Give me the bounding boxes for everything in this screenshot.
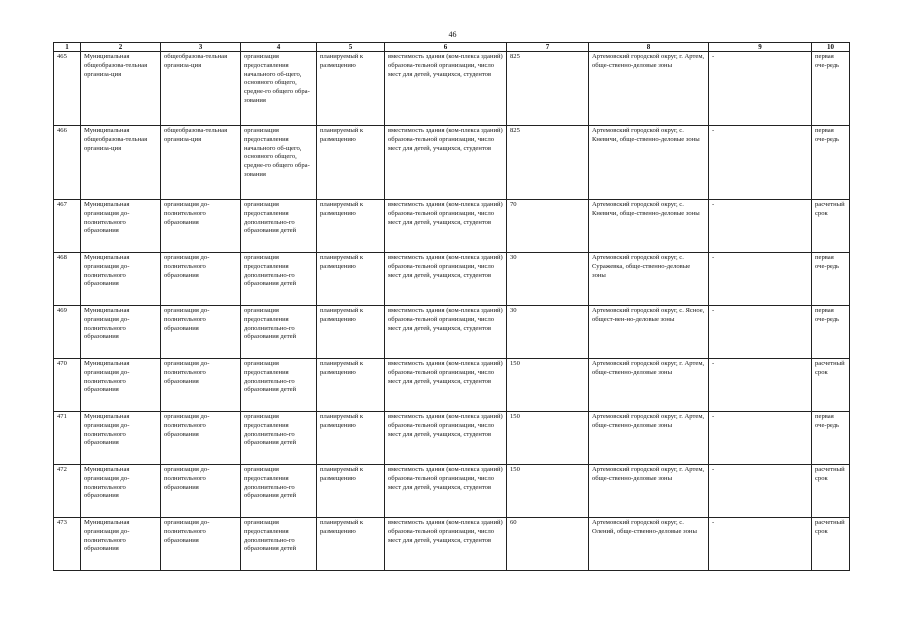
object-name: Муниципальная организация до-полнительного образования xyxy=(81,359,161,412)
column-header: 7 xyxy=(507,43,589,52)
implementation-stage: расчетный срок xyxy=(812,359,850,412)
object-purpose: организация предоставления дополнительно-го образования детей xyxy=(241,412,317,465)
table-row xyxy=(54,518,850,571)
table-header xyxy=(54,43,850,52)
object-name: Муниципальная организация до-полнительного образования xyxy=(81,518,161,571)
capacity-characteristic: вместимость здания (ком-плекса зданий) образова-тельной организации, число мест для детей, учащихся, студентов xyxy=(385,359,507,412)
zone-info: - xyxy=(709,126,812,200)
object-type: общеобразова-тельная организа-ция xyxy=(161,52,241,126)
object-type: организация до-полнительного образования xyxy=(161,253,241,306)
object-status: планируемый к размещению xyxy=(317,253,385,306)
object-name: Муниципальная общеобразова-тельная организа-ция xyxy=(81,52,161,126)
table-row xyxy=(54,306,850,359)
object-type: общеобразова-тельная организа-ция xyxy=(161,126,241,200)
table-row xyxy=(54,200,850,253)
zone-info: - xyxy=(709,359,812,412)
capacity-value: 30 xyxy=(507,306,589,359)
page-number: 46 xyxy=(448,30,457,39)
location: Артемовский городской округ, с. Кневичи, обще-ственно-деловые зоны xyxy=(589,126,709,200)
object-purpose: организация предоставления дополнительно-го образования детей xyxy=(241,200,317,253)
implementation-stage: расчетный срок xyxy=(812,465,850,518)
implementation-stage: расчетный срок xyxy=(812,518,850,571)
table-row xyxy=(54,253,850,306)
object-status: планируемый к размещению xyxy=(317,465,385,518)
column-header: 6 xyxy=(385,43,507,52)
column-header: 5 xyxy=(317,43,385,52)
implementation-stage: расчетный срок xyxy=(812,200,850,253)
object-purpose: организация предоставления дополнительно-го образования детей xyxy=(241,306,317,359)
capacity-characteristic: вместимость здания (ком-плекса зданий) образова-тельной организации, число мест для детей, учащихся, студентов xyxy=(385,200,507,253)
capacity-value: 150 xyxy=(507,359,589,412)
zone-info: - xyxy=(709,253,812,306)
location: Артемовский городской округ, г. Артем, обще-ственно-деловые зоны xyxy=(589,52,709,126)
implementation-stage: первая оче-редь xyxy=(812,412,850,465)
table-row xyxy=(54,52,850,126)
object-status: планируемый к размещению xyxy=(317,126,385,200)
implementation-stage: первая оче-редь xyxy=(812,126,850,200)
object-type: организация до-полнительного образования xyxy=(161,412,241,465)
capacity-characteristic: вместимость здания (ком-плекса зданий) образова-тельной организации, число мест для детей, учащихся, студентов xyxy=(385,306,507,359)
row-number: 470 xyxy=(54,359,81,412)
capacity-characteristic: вместимость здания (ком-плекса зданий) образова-тельной организации, число мест для детей, учащихся, студентов xyxy=(385,518,507,571)
zone-info: - xyxy=(709,518,812,571)
object-name: Муниципальная организация до-полнительного образования xyxy=(81,412,161,465)
capacity-characteristic: вместимость здания (ком-плекса зданий) образова-тельной организации, число мест для детей, учащихся, студентов xyxy=(385,412,507,465)
row-number: 472 xyxy=(54,465,81,518)
location: Артемовский городской округ, с. Олений, обще-ственно-деловые зоны xyxy=(589,518,709,571)
object-purpose: организация предоставления начального об-щего, основного общего, средне-го общего обра-зования xyxy=(241,126,317,200)
column-header: 2 xyxy=(81,43,161,52)
capacity-value: 825 xyxy=(507,126,589,200)
zone-info: - xyxy=(709,52,812,126)
column-header: 3 xyxy=(161,43,241,52)
capacity-characteristic: вместимость здания (ком-плекса зданий) образова-тельной организации, число мест для детей, учащихся, студентов xyxy=(385,465,507,518)
registry-table xyxy=(53,42,850,571)
location: Артемовский городской округ, г. Артем, обще-ственно-деловые зоны xyxy=(589,412,709,465)
capacity-value: 60 xyxy=(507,518,589,571)
zone-info: - xyxy=(709,306,812,359)
capacity-value: 70 xyxy=(507,200,589,253)
table-row xyxy=(54,359,850,412)
table-row xyxy=(54,465,850,518)
column-header: 9 xyxy=(709,43,812,52)
row-number: 467 xyxy=(54,200,81,253)
object-purpose: организация предоставления начального об-щего, основного общего, средне-го общего обра-зования xyxy=(241,52,317,126)
object-type: организация до-полнительного образования xyxy=(161,518,241,571)
row-number: 466 xyxy=(54,126,81,200)
table-body xyxy=(54,52,850,571)
table-row xyxy=(54,412,850,465)
object-type: организация до-полнительного образования xyxy=(161,465,241,518)
object-name: Муниципальная организация до-полнительного образования xyxy=(81,465,161,518)
capacity-value: 825 xyxy=(507,52,589,126)
object-type: организация до-полнительного образования xyxy=(161,306,241,359)
row-number: 465 xyxy=(54,52,81,126)
object-type: организация до-полнительного образования xyxy=(161,359,241,412)
location: Артемовский городской округ, г. Артем, обще-ственно-деловые зоны xyxy=(589,359,709,412)
object-status: планируемый к размещению xyxy=(317,412,385,465)
zone-info: - xyxy=(709,465,812,518)
object-type: организация до-полнительного образования xyxy=(161,200,241,253)
table-row xyxy=(54,126,850,200)
object-status: планируемый к размещению xyxy=(317,200,385,253)
object-name: Муниципальная организация до-полнительного образования xyxy=(81,253,161,306)
location: Артемовский городской округ, с. Ясное, общест-вен-но-деловые зоны xyxy=(589,306,709,359)
object-name: Муниципальная организация до-полнительного образования xyxy=(81,306,161,359)
implementation-stage: первая оче-редь xyxy=(812,306,850,359)
capacity-characteristic: вместимость здания (ком-плекса зданий) образова-тельной организации, число мест для детей, учащихся, студентов xyxy=(385,126,507,200)
object-status: планируемый к размещению xyxy=(317,359,385,412)
capacity-value: 150 xyxy=(507,412,589,465)
capacity-characteristic: вместимость здания (ком-плекса зданий) образова-тельной организации, число мест для детей, учащихся, студентов xyxy=(385,253,507,306)
object-purpose: организация предоставления дополнительно-го образования детей xyxy=(241,253,317,306)
object-status: планируемый к размещению xyxy=(317,306,385,359)
zone-info: - xyxy=(709,412,812,465)
object-purpose: организация предоставления дополнительно-го образования детей xyxy=(241,465,317,518)
object-status: планируемый к размещению xyxy=(317,518,385,571)
capacity-value: 30 xyxy=(507,253,589,306)
object-purpose: организация предоставления дополнительно-го образования детей xyxy=(241,359,317,412)
column-header: 4 xyxy=(241,43,317,52)
implementation-stage: первая оче-редь xyxy=(812,253,850,306)
row-number: 471 xyxy=(54,412,81,465)
location: Артемовский городской округ, г. Артем, обще-ственно-деловые зоны xyxy=(589,465,709,518)
column-header: 8 xyxy=(589,43,709,52)
column-header: 1 xyxy=(54,43,81,52)
zone-info: - xyxy=(709,200,812,253)
capacity-value: 150 xyxy=(507,465,589,518)
capacity-characteristic: вместимость здания (ком-плекса зданий) образова-тельной организации, число мест для детей, учащихся, студентов xyxy=(385,52,507,126)
location: Артемовский городской округ, с. Суражевка, обще-ственно-деловые зоны xyxy=(589,253,709,306)
implementation-stage: первая оче-редь xyxy=(812,52,850,126)
object-name: Муниципальная организация до-полнительного образования xyxy=(81,200,161,253)
object-purpose: организация предоставления дополнительно-го образования детей xyxy=(241,518,317,571)
object-name: Муниципальная общеобразова-тельная организа-ция xyxy=(81,126,161,200)
row-number: 468 xyxy=(54,253,81,306)
row-number: 469 xyxy=(54,306,81,359)
object-status: планируемый к размещению xyxy=(317,52,385,126)
row-number: 473 xyxy=(54,518,81,571)
column-header: 10 xyxy=(812,43,850,52)
location: Артемовский городской округ, с. Кневичи, обще-ственно-деловые зоны xyxy=(589,200,709,253)
